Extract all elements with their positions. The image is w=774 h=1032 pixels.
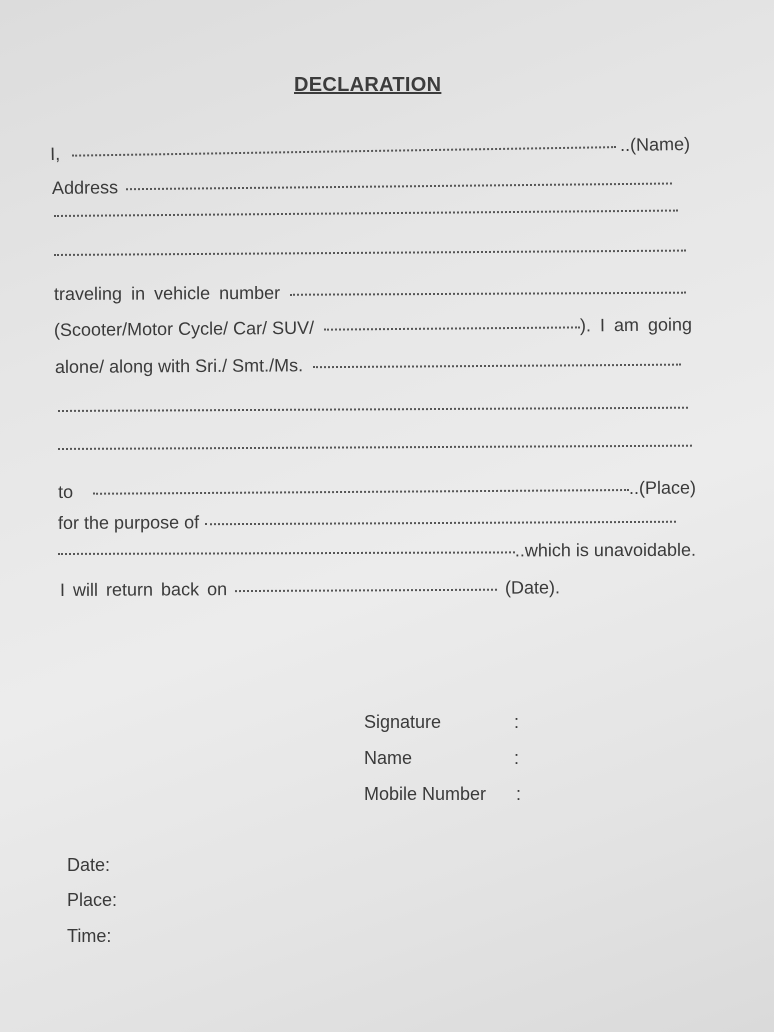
address-line-3 (54, 250, 686, 256)
address-line (52, 171, 676, 199)
mobile-number-colon: : (516, 784, 522, 804)
companion-label: alone/ along with Sri./ Smt./Ms. (54, 355, 304, 377)
companion-field-1[interactable] (313, 364, 681, 369)
vehicle-type-line (54, 314, 692, 341)
signer-name-label: Name (364, 748, 413, 768)
date-suffix: (Date). (504, 577, 561, 598)
name-line (50, 120, 690, 165)
page-title: DECLARATION (294, 74, 442, 96)
unavoidable-suffix: ..which is unavoidable. (514, 539, 697, 561)
signer-name-colon: : (514, 748, 520, 768)
companion-line (55, 353, 685, 378)
purpose-line-2 (58, 540, 696, 563)
signature-label: Signature (364, 712, 442, 732)
companion-field-3[interactable] (58, 445, 692, 450)
purpose-field-1[interactable] (205, 521, 676, 525)
to-label: to (57, 481, 74, 502)
footer-date-label: Date: (67, 855, 111, 875)
address-label: Address (51, 177, 119, 198)
companion-field-2[interactable] (58, 407, 688, 412)
footer-place-label: Place: (67, 890, 118, 910)
place-suffix: ..(Place) (628, 477, 697, 499)
companion-line-3 (58, 445, 692, 450)
signature-colon: : (514, 712, 520, 732)
return-line (60, 577, 560, 601)
purpose-line (58, 510, 680, 534)
address-field-1[interactable] (126, 183, 672, 191)
address-line-2 (54, 210, 678, 217)
vehicle-label: traveling in vehicle number (53, 282, 281, 304)
purpose-field-2[interactable] (58, 551, 515, 555)
mobile-number-label: Mobile Number (364, 784, 487, 804)
vehicle-type-prefix: (Scooter/Motor Cycle/ Car/ SUV/ (53, 317, 315, 340)
address-field-2[interactable] (54, 210, 678, 217)
name-suffix: ..(Name) (619, 133, 691, 156)
footer-time-label: Time: (67, 926, 112, 946)
vehicle-line (54, 281, 690, 305)
name-prefix: I, (49, 143, 61, 164)
place-line (58, 466, 696, 503)
vehicle-number-field[interactable] (290, 292, 686, 296)
companion-line-2 (58, 407, 688, 412)
vehicle-type-suffix: ). I am going (579, 314, 693, 336)
purpose-label: for the purpose of (57, 512, 200, 533)
name-field[interactable] (72, 146, 616, 157)
return-date-field[interactable] (235, 589, 497, 592)
address-field-3[interactable] (54, 250, 686, 256)
vehicle-type-field[interactable] (324, 326, 580, 330)
place-field[interactable] (93, 489, 629, 495)
return-label: I will return back on (59, 579, 228, 600)
